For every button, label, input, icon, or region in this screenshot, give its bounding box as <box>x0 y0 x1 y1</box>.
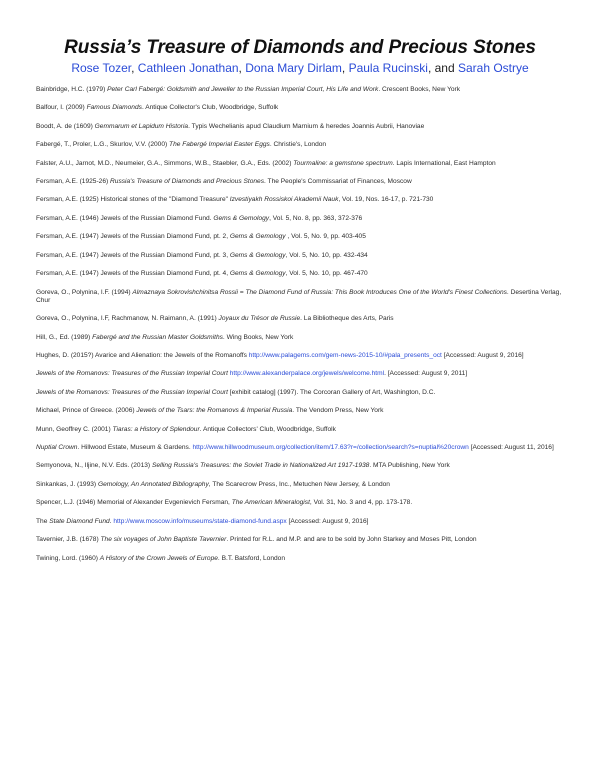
reference-text: Michael, Prince of Greece. (2006) <box>36 407 137 415</box>
reference-list <box>36 86 566 573</box>
reference-entry <box>36 444 566 453</box>
reference-text: The <box>36 517 50 525</box>
reference-text: Twining, Lord. (1960) <box>36 554 100 562</box>
reference-text: Goreva, O., Polynina, I.F. (1994) <box>36 288 133 296</box>
reference-text: Hill, G., Ed. (1989) <box>36 333 93 341</box>
author-separator: , and <box>427 61 458 75</box>
reference-text: [exhibit catalog] (1997). The Corcoran Gallery of Art, Washington, D.C. <box>227 388 436 396</box>
reference-text: Fersman, A.E. (1925) Historical stones of the "Diamond Treasure" <box>36 196 230 204</box>
author-separator: , <box>341 61 349 75</box>
reference-entry <box>36 270 566 279</box>
reference-text: . La Bibliotheque des Arts, Paris <box>300 315 394 323</box>
reference-text: . B.T. Batsford, London <box>217 554 285 562</box>
reference-text: Semyonova, N., Iljine, N.V. Eds. (2013) <box>36 462 152 470</box>
reference-text: . Lapis International, East Hampton <box>392 159 496 167</box>
reference-title: Jewels of the Tsars: the Romanovs & Imperial Russia <box>136 407 293 415</box>
reference-text: Boodt, A. de (1609) <box>36 122 95 130</box>
reference-text: . <box>109 517 114 525</box>
reference-text: [Accessed: August 9, 2016] <box>286 517 369 525</box>
reference-title: The American Mineralogist <box>231 499 310 507</box>
reference-text: , Vol. 5, No. 8, pp. 363, 372-376 <box>269 214 363 222</box>
reference-text: [Accessed: August 11, 2016] <box>468 444 554 452</box>
reference-title: Gemology, An Annotated Bibliography <box>97 480 209 488</box>
reference-url-link[interactable]: http://www.moscow.info/museums/state-diamond-fund.aspx <box>113 517 287 525</box>
reference-entry <box>36 196 566 205</box>
reference-entry <box>36 370 566 379</box>
reference-text: . Printed for R.L. and M.P. and are to be sold by John Starkey and Moses Pitt, London <box>226 536 477 544</box>
reference-text: Munn, Geoffrey C. (2001) <box>36 425 113 433</box>
reference-entry <box>36 555 566 564</box>
reference-entry <box>36 334 566 343</box>
reference-text: , Vol. 31, No. 3 and 4, pp. 173-178. <box>309 499 413 507</box>
reference-title: A History of the Crown Jewels of Europe <box>99 554 218 562</box>
reference-title: Famous Diamonds <box>86 104 142 112</box>
reference-title: Joyaux du Trésor de Russie <box>218 315 301 323</box>
reference-title: Gems & Gemology <box>229 251 286 259</box>
reference-text: . Wing Books, New York <box>222 333 294 341</box>
reference-title: Gems & Gemology <box>213 214 270 222</box>
reference-text: Fabergé, T., Proler, L.G., Skurlov, V.V. (2000) <box>36 141 170 149</box>
reference-text: Tavernier, J.B. (1678) <box>36 536 101 544</box>
reference-title: Russia's Treasure of Diamonds and Precious Stones <box>110 177 264 185</box>
reference-text: Fersman, A.E. (1925-26) <box>36 177 111 185</box>
reference-text: , Vol. 5, No. 10, pp. 432-434 <box>285 251 368 259</box>
reference-entry <box>36 389 566 398</box>
reference-text: Fersman, A.E. (1947) Jewels of the Russian Diamond Fund, pt. 3, <box>36 251 230 259</box>
reference-text: Bainbridge, H.C. (1979) <box>36 86 108 93</box>
reference-text: . The People's Commissariat of Finances, Moscow <box>264 177 412 185</box>
reference-entry <box>36 352 566 361</box>
reference-text: . Christie's, London <box>269 141 327 149</box>
reference-entry <box>36 407 566 416</box>
reference-entry <box>36 123 566 132</box>
reference-title: The Fabergé Imperial Easter Eggs <box>169 141 270 149</box>
author-separator: , <box>131 61 138 75</box>
reference-title: Gems & Gemology <box>229 233 286 241</box>
author-link[interactable]: Paula Rucinski <box>348 61 428 75</box>
reference-title: Tourmaline: a gemstone spectrum <box>293 159 393 167</box>
reference-text: . MTA Publishing, New York <box>369 462 450 470</box>
reference-text: [Accessed: August 9, 2016] <box>441 352 524 360</box>
reference-url-link[interactable]: http://www.palagems.com/gem-news-2015-10/#pala_presents_oct <box>248 352 442 360</box>
reference-text: . Antique Collectors' Club, Woodbridge, Suffolk <box>199 425 336 433</box>
reference-title: Gems & Gemology <box>229 270 286 278</box>
reference-text: . Antique Collector's Club, Woodbridge, Suffolk <box>141 104 279 112</box>
reference-text: . [Accessed: August 9, 2011] <box>384 370 468 378</box>
reference-entry <box>36 426 566 435</box>
reference-title: Tiaras: a History of Splendour <box>112 425 200 433</box>
reference-entry <box>36 86 566 95</box>
reference-entry <box>36 104 566 113</box>
author-link[interactable]: Cathleen Jonathan <box>137 61 239 75</box>
reference-text: Balfour, I. (2009) <box>36 104 87 112</box>
reference-title: Peter Carl Fabergé: Goldsmith and Jeweller to the Russian Imperial Court, His Life and Work <box>107 86 379 93</box>
reference-title: Jewels of the Romanovs: Treasures of the Russian Imperial Court <box>36 370 228 378</box>
reference-text: , Vol. 5, No. 9, pp. 403-405 <box>285 233 366 241</box>
author-line <box>0 61 600 75</box>
reference-title: Gemmarum et Lapidum Historia <box>94 122 189 130</box>
reference-title: Selling Russia's Treasures: the Soviet Trade in Nationalized Art 1917-1938 <box>151 462 370 470</box>
reference-entry <box>36 215 566 224</box>
reference-entry <box>36 233 566 242</box>
reference-url-link[interactable]: http://www.alexanderpalace.org/jewels/welcome.html <box>229 370 385 378</box>
author-separator: , <box>238 61 246 75</box>
reference-entry <box>36 289 566 306</box>
reference-entry <box>36 178 566 187</box>
reference-text: Fersman, A.E. (1947) Jewels of the Russian Diamond Fund, pt. 4, <box>36 270 230 278</box>
reference-text: Fersman, A.E. (1947) Jewels of the Russian Diamond Fund, pt. 2, <box>36 233 230 241</box>
reference-title: State Diamond Fund <box>49 517 110 525</box>
reference-text: . The Vendom Press, New York <box>292 407 384 415</box>
author-link[interactable]: Dona Mary Dirlam <box>245 61 342 75</box>
reference-text: . Crescent Books, New York <box>378 86 461 93</box>
reference-entry <box>36 536 566 545</box>
reference-text: . Typis Wechelianis apud Claudium Marnium & heredes Joannis Aubrii, Hanoviae <box>188 122 425 130</box>
reference-text: , The Scarecrow Press, Inc., Metuchen New Jersey, & London <box>208 480 390 488</box>
author-link[interactable]: Sarah Ostrye <box>457 61 529 75</box>
page-title: Russia’s Treasure of Diamonds and Precious Stones <box>64 37 536 58</box>
reference-title: The six voyages of John Baptiste Tavernier <box>100 536 227 544</box>
reference-entry <box>36 141 566 150</box>
reference-text: Goreva, O., Polynina, I.F, Rachmanow, N. Raimann, A. (1991) <box>36 315 219 323</box>
reference-title: Nuptial Crown <box>36 444 78 452</box>
reference-text: Falster, A.U., Jarnot, M.D., Neumeier, G.A., Simmons, W.B., Staebler, G.A., Eds. (2002) <box>36 159 294 167</box>
author-link[interactable]: Rose Tozer <box>71 61 132 75</box>
reference-text: , Vol. 19, Nos. 16-17, p. 721-730 <box>338 196 434 204</box>
reference-text: . Hillwood Estate, Museum & Gardens. <box>77 444 193 452</box>
reference-text: . Desertina Verlag, Chur <box>36 288 562 305</box>
reference-title: Jewels of the Romanovs: Treasures of the Russian Imperial Court <box>36 388 228 396</box>
reference-url-link[interactable]: http://www.hillwoodmuseum.org/collection/item/17.63?r=/collection/search?s=nuptial%20crown <box>192 444 469 452</box>
reference-text: Spencer, L.J. (1946) Memorial of Alexander Evgenievich Fersman, <box>36 499 232 507</box>
reference-text: Hughes, D. (2015?) Avarice and Alienation: the Jewels of the Romanoffs <box>36 352 249 360</box>
reference-entry <box>36 160 566 169</box>
reference-title: Almaznaya Sokrovishchinitsa Rossii = The Diamond Fund of Russia: This Book Introduces One of the World's Finest Collections <box>132 288 507 296</box>
reference-entry <box>36 518 566 527</box>
reference-entry <box>36 499 566 508</box>
reference-text: , Vol. 5, No. 10, pp. 467-470 <box>285 270 368 278</box>
reference-title: Fabergé and the Russian Master Goldsmiths <box>92 333 223 341</box>
reference-entry <box>36 252 566 261</box>
reference-title: Izvestiyakh Rossiskoi Akademii Nauk <box>229 196 339 204</box>
reference-entry <box>36 315 566 324</box>
reference-entry <box>36 481 566 490</box>
reference-text: Sinkankas, J. (1993) <box>36 480 98 488</box>
reference-text: Fersman, A.E. (1946) Jewels of the Russian Diamond Fund. <box>36 214 214 222</box>
reference-entry <box>36 462 566 471</box>
